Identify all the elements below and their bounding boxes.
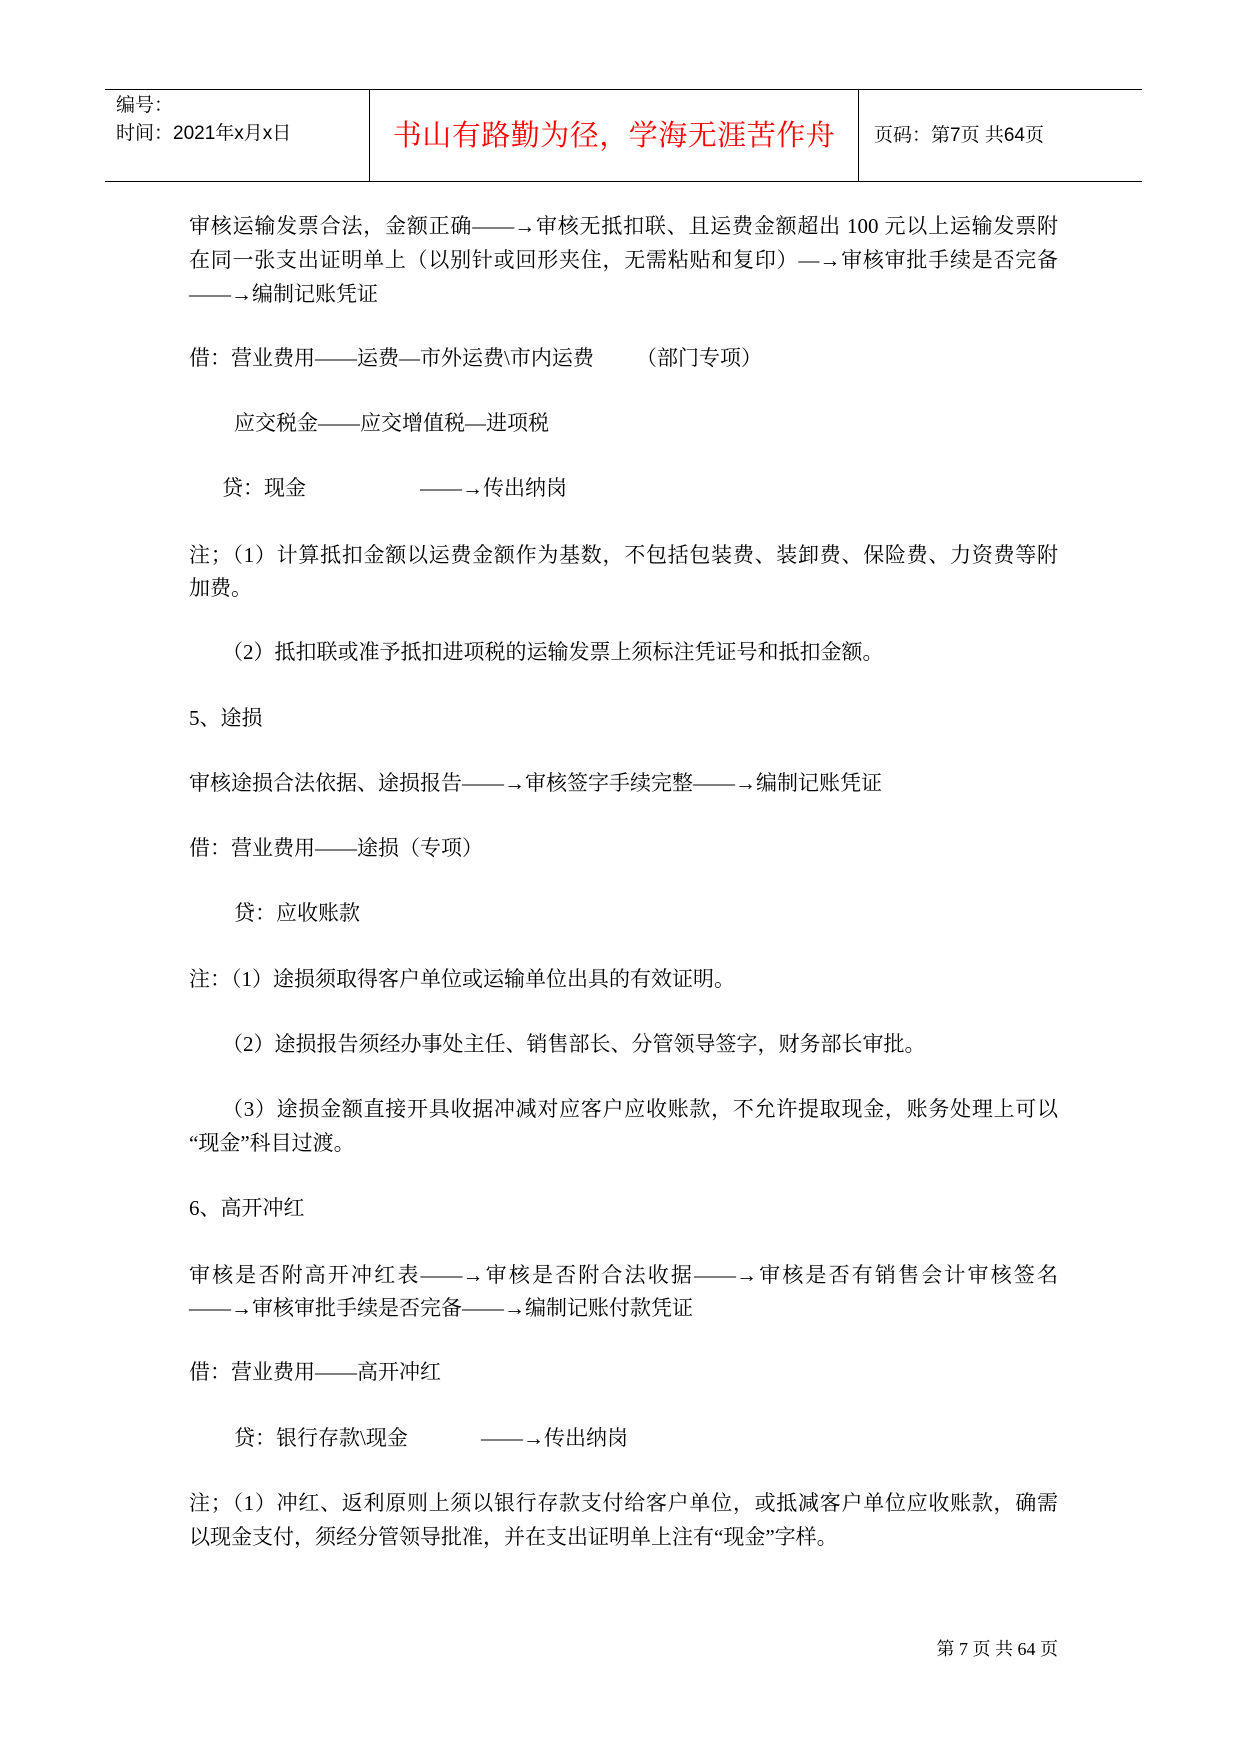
credit-entry: 贷：银行存款\现金 bbox=[234, 1426, 408, 1450]
paragraph-line: 在同一张支出证明单上（以别针或回形夹住，无需粘贴和复印）—→审核审批手续是否完备 bbox=[189, 248, 1058, 272]
header-table bbox=[105, 89, 1142, 182]
section-flow-line: ——→审核审批手续是否完备——→编制记账付款凭证 bbox=[189, 1296, 693, 1320]
debit-entry-secondary: 应交税金——应交增值税—进项税 bbox=[234, 411, 549, 435]
note-line: 以现金支付，须经分管领导批准，并在支出证明单上注有“现金”字样。 bbox=[189, 1525, 838, 1549]
note-item: （2）途损报告须经办事处主任、销售部长、分管领导签字，财务部长审批。 bbox=[222, 1032, 926, 1056]
note-item: 注：（1）途损须取得客户单位或运输单位出具的有效证明。 bbox=[189, 967, 735, 991]
note-line: 注；（1）冲红、返利原则上须以银行存款支付给客户单位，或抵减客户单位应收账款，确需 bbox=[189, 1491, 1058, 1515]
note-line: “现金”科目过渡。 bbox=[189, 1131, 355, 1155]
note-line: （3）途损金额直接开具收据冲减对应客户应收账款，不允许提取现金，账务处理上可以 bbox=[222, 1097, 1058, 1121]
credit-entry: 贷：现金 bbox=[222, 476, 306, 500]
header-cell-meta bbox=[105, 90, 369, 181]
section-flow: 审核途损合法依据、途损报告——→审核签字手续完整——→编制记账凭证 bbox=[189, 771, 882, 795]
page-footer-number: 第 7 页 共 64 页 bbox=[936, 1639, 1058, 1659]
header-cell-page bbox=[859, 90, 1142, 181]
document-time-label: 时间：2021年x月x日 bbox=[116, 123, 292, 144]
page-info-label: 页码：第7页 共64页 bbox=[874, 124, 1044, 146]
note-item: （2）抵扣联或准予抵扣进项税的运输发票上须标注凭证号和抵扣金额。 bbox=[222, 640, 884, 664]
debit-entry: 借：营业费用——运费—市外运费\市内运费 bbox=[189, 346, 594, 370]
debit-entry: 借：营业费用——途损（专项） bbox=[189, 836, 483, 860]
header-cell-motto bbox=[369, 90, 859, 181]
paragraph-line: 审核运输发票合法，金额正确——→审核无抵扣联、且运费金额超出 100 元以上运输发票附 bbox=[189, 214, 1058, 238]
credit-entry: 贷：应收账款 bbox=[234, 901, 360, 925]
credit-entry-flow: ——→传出纳岗 bbox=[481, 1426, 628, 1450]
motto-text: 书山有路勤为径，学海无涯苦作舟 bbox=[392, 119, 836, 152]
debit-entry: 借：营业费用——高开冲红 bbox=[189, 1360, 441, 1384]
debit-entry-note: （部门专项） bbox=[636, 346, 762, 370]
section-flow-line: 审核是否附高开冲红表——→审核是否附合法收据——→审核是否有销售会计审核签名 bbox=[189, 1263, 1058, 1287]
paragraph-line: ——→编制记账凭证 bbox=[189, 282, 378, 306]
section-title: 5、途损 bbox=[189, 706, 263, 730]
credit-entry-flow: ——→传出纳岗 bbox=[420, 476, 567, 500]
note-line: 注；（1）计算抵扣金额以运费金额作为基数，不包括包装费、装卸费、保险费、力资费等附 bbox=[189, 543, 1058, 567]
document-number-label: 编号： bbox=[116, 95, 174, 116]
section-title: 6、高开冲红 bbox=[189, 1196, 305, 1220]
note-line: 加费。 bbox=[189, 576, 252, 600]
